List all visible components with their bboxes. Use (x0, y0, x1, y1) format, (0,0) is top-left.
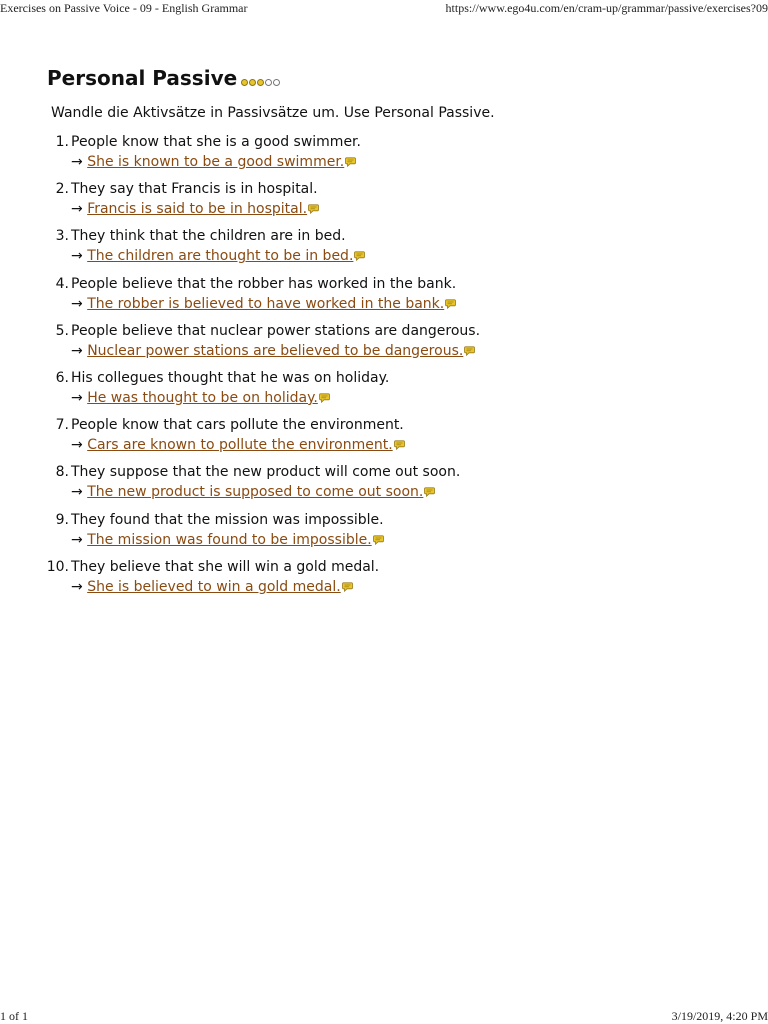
answer-link[interactable]: She is believed to win a gold medal. (87, 578, 341, 595)
difficulty-dot-empty (265, 79, 272, 86)
arrow-icon: → (71, 154, 83, 170)
comment-icon[interactable] (394, 436, 405, 456)
exercise-number: 6. (55, 369, 69, 386)
arrow-icon: → (71, 484, 83, 501)
answer-line (71, 530, 747, 551)
answer-link[interactable]: Cars are known to pollute the environment. (87, 437, 393, 454)
answer-line (71, 152, 747, 173)
exercise-item (47, 462, 747, 509)
comment-icon[interactable] (308, 200, 319, 220)
difficulty-rating (241, 79, 280, 86)
answer-link[interactable]: The new product is supposed to come out soon. (87, 484, 424, 501)
answer-link[interactable]: She is known to be a good swimmer. (87, 154, 345, 170)
exercise-question: They suppose that the new product will come out soon. (71, 464, 461, 481)
exercise-item (47, 415, 747, 462)
exercise-item (47, 132, 747, 179)
answer-line (71, 388, 747, 409)
arrow-icon: → (71, 342, 83, 359)
arrow-icon: → (71, 389, 83, 406)
comment-icon[interactable] (445, 295, 456, 315)
answer-link[interactable]: The robber is believed to have worked in the bank. (87, 295, 445, 312)
exercise-item (47, 179, 747, 226)
difficulty-dot-filled (257, 79, 264, 86)
arrow-icon: → (71, 295, 83, 312)
arrow-icon: → (71, 578, 83, 595)
print-footer (0, 1008, 768, 1024)
exercise-item (47, 274, 747, 321)
answer-line (71, 577, 747, 598)
comment-icon[interactable] (373, 531, 384, 551)
page-title: Personal Passive (47, 66, 238, 90)
exercise-question: People believe that nuclear power stations are dangerous. (71, 322, 481, 339)
arrow-icon: → (71, 437, 83, 454)
exercise-number: 8. (55, 464, 69, 481)
exercise-number: 10. (46, 558, 69, 575)
answer-line (71, 482, 747, 503)
title-row (47, 64, 747, 92)
comment-icon[interactable] (345, 153, 356, 173)
arrow-icon: → (71, 248, 83, 265)
answer-link[interactable]: Francis is said to be in hospital. (87, 201, 308, 218)
answer-link[interactable]: The mission was found to be impossible. (87, 531, 372, 548)
exercise-item (47, 226, 747, 273)
exercise-question: They say that Francis is in hospital. (71, 181, 318, 198)
exercise-number: 5. (55, 322, 69, 339)
print-header-title: Exercises on Passive Voice - 09 - English Grammar (0, 1, 248, 15)
exercise-item (47, 368, 747, 415)
exercise-number: 9. (55, 511, 69, 528)
exercise-question: They believe that she will win a gold medal. (71, 558, 380, 575)
print-timestamp: 3/19/2019, 4:20 PM (671, 1009, 768, 1023)
exercise-number: 3. (55, 228, 69, 245)
exercise-number: 4. (55, 275, 69, 292)
comment-icon[interactable] (464, 342, 475, 362)
exercise-question: People know that she is a good swimmer. (71, 134, 361, 150)
print-header (0, 0, 768, 16)
exercise-question: His collegues thought that he was on holiday. (71, 369, 390, 386)
answer-line (71, 341, 747, 362)
exercise-item (47, 510, 747, 557)
print-header-url: https://www.ego4u.com/en/cram-up/grammar/passive/exercises?09 (445, 1, 768, 15)
exercise-number: 7. (55, 417, 69, 434)
exercise-item (47, 557, 747, 604)
answer-line (71, 199, 747, 220)
exercise-question: People believe that the robber has worked in the bank. (71, 275, 457, 292)
comment-icon[interactable] (319, 389, 330, 409)
exercise-list (47, 132, 747, 604)
instruction-text: Wandle die Aktivsätze in Passivsätze um. Use Personal Passive. (51, 105, 495, 121)
difficulty-dot-empty (273, 79, 280, 86)
answer-link[interactable]: Nuclear power stations are believed to be dangerous. (87, 342, 464, 359)
arrow-icon: → (71, 531, 83, 548)
comment-icon[interactable] (424, 483, 435, 503)
comment-icon[interactable] (342, 578, 353, 598)
exercise-question: They think that the children are in bed. (71, 228, 346, 245)
answer-line (71, 435, 747, 456)
answer-link[interactable]: He was thought to be on holiday. (87, 389, 318, 406)
answer-line (71, 294, 747, 315)
exercise-question: People know that cars pollute the environment. (71, 417, 404, 434)
main-content (47, 64, 747, 604)
exercise-item (47, 321, 747, 368)
arrow-icon: → (71, 201, 83, 218)
answer-link[interactable]: The children are thought to be in bed. (87, 248, 354, 265)
exercise-number: 1. (55, 134, 69, 150)
difficulty-dot-filled (241, 79, 248, 86)
answer-line (71, 246, 747, 267)
page-count: 1 of 1 (0, 1009, 28, 1023)
exercise-question: They found that the mission was impossible. (71, 511, 384, 528)
exercise-number: 2. (55, 181, 69, 198)
difficulty-dot-filled (249, 79, 256, 86)
comment-icon[interactable] (354, 247, 365, 267)
